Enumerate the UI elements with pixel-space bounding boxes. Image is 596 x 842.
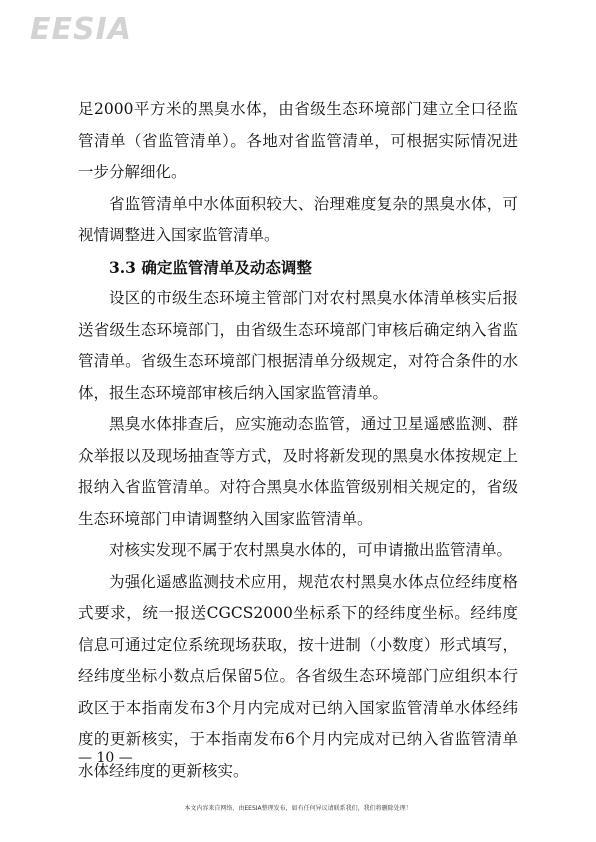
eesia-logo: EESIA (30, 12, 132, 47)
document-body (78, 94, 518, 787)
paragraph: 对核实发现不属于农村黑臭水体的，可申请撤出监管清单。 (109, 541, 513, 559)
paragraph: 设区的市级生态环境主管部门对农村黑臭水体清单核实后报送省级生态环境部门，由省级生态环境部门审核后确定纳入省监管清单。省级生态环境部门根据清单分级规定，对符合条件的水体，报生态环境部审核后纳入国家监管清单。 (78, 289, 518, 402)
paragraph-continued: 足2000平方米的黑臭水体，由省级生态环境部门建立全口径监管清单（省监管清单）。各地对省监管清单，可根据实际情况进一步分解细化。 (78, 100, 518, 181)
paragraph: 为强化遥感监测技术应用，规范农村黑臭水体点位经纬度格式要求，统一报送CGCS2000坐标系下的经纬度坐标。经纬度信息可通过定位系统现场获取，按十进制（小数度）形式填写，经纬度坐标小数点后保留5位。各省级生态环境部门应组织本行政区于本指南发布3个月内完成对已纳入国家监管清单水体经纬度的更新核实，于本指南发布6个月内完成对已纳入省监管清单水体经纬度的更新核实。 (78, 572, 518, 780)
paragraph: 黑臭水体排查后，应实施动态监管，通过卫星遥感监测、群众举报以及现场抽查等方式，及时将新发现的黑臭水体按规定上报纳入省监管清单。对符合黑臭水体监管级别相关规定的，省级生态环境部门申请调整纳入国家监管清单。 (78, 415, 518, 528)
footer-disclaimer: 本文内容来自网络，由EESIA整理发布，如有任何异议请联系我们，我们将删除处理！ (184, 805, 412, 812)
section-heading: 3.3 确定监管清单及动态调整 (109, 257, 312, 277)
paragraph: 省监管清单中水体面积较大、治理难度复杂的黑臭水体，可视情调整进入国家监管清单。 (78, 194, 518, 244)
page-number: — 10 — (78, 750, 133, 766)
